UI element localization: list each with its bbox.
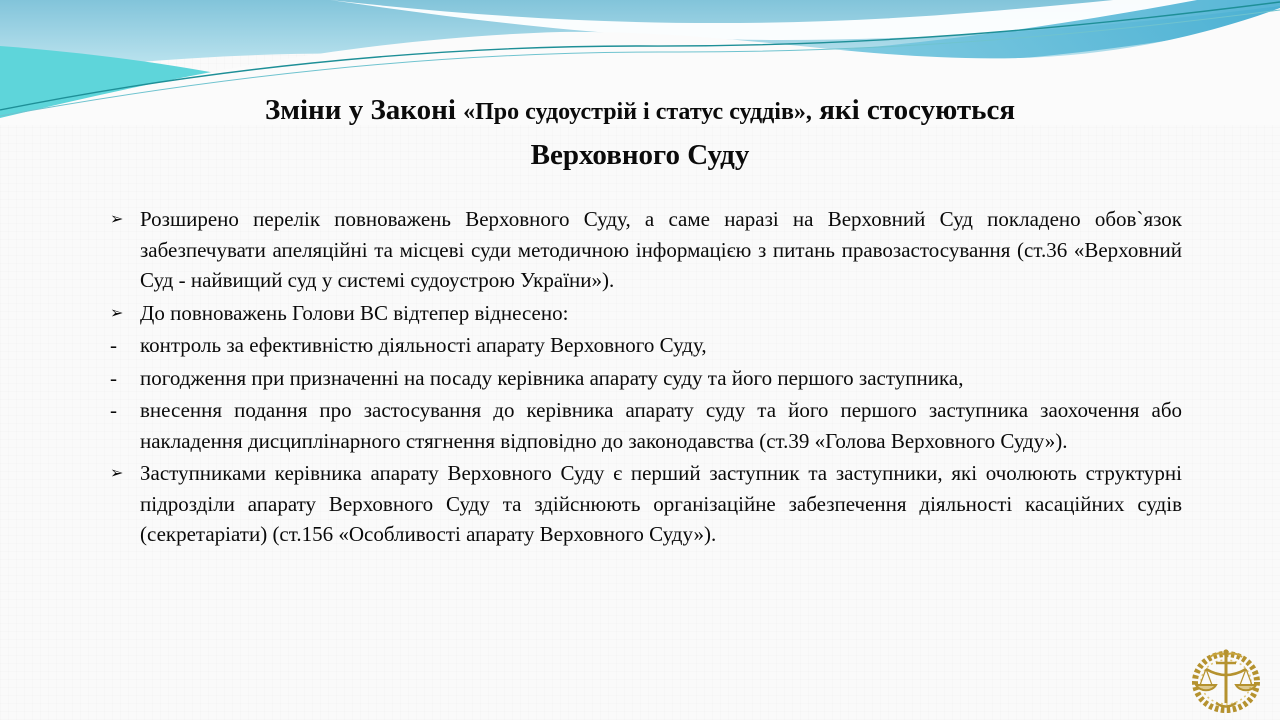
bullet-text: Розширено перелік повноважень Верховного Суду, а саме наразі на Верховний Суд покладено обов`язок забезпечувати апеляційні та місцеві суди методичною інформацією з питань правозастосування (ст.36 «Верховний Суд - найвищий суд у системі судоустрою України»). xyxy=(140,207,1182,292)
arrow-bullet-icon: ➢ xyxy=(110,302,124,322)
sub-list-item xyxy=(110,363,1182,394)
arrow-bullet-icon: ➢ xyxy=(110,209,124,228)
bullet-text: контроль за ефективністю діяльності апарату Верховного Суду, xyxy=(140,333,707,357)
scales-of-justice-icon xyxy=(1180,645,1272,715)
title-part-3: які стосуються xyxy=(811,94,1016,126)
dash-bullet-icon: - xyxy=(110,398,117,422)
bullet-text: внесення подання про застосування до керівника апарату суду та його першого заступника заохочення або накладення дисциплінарного стягнення відповідно до законодавства (ст.39 «Голова Верховного Суду»). xyxy=(140,398,1182,453)
supreme-court-emblem xyxy=(1180,645,1272,715)
title-part-2: «Про судоустрій і статус суддів», xyxy=(463,99,812,125)
title-line-2: Верховного Суду xyxy=(530,139,750,171)
bullet-list xyxy=(110,204,1182,552)
bullet-item xyxy=(110,298,1182,329)
arrow-bullet-icon: ➢ xyxy=(110,463,124,482)
dash-bullet-icon: - xyxy=(110,333,117,357)
sub-list-item xyxy=(110,330,1182,361)
title-part-1: Зміни у Законі xyxy=(264,94,464,126)
bullet-text: До повноважень Голови ВС відтепер віднесено: xyxy=(140,300,569,325)
sub-list-item xyxy=(110,395,1182,456)
bullet-item xyxy=(110,458,1182,550)
bullet-text: Заступниками керівника апарату Верховного Суду є перший заступник та заступники, які очолюють структурні підрозділи апарату Верховного Суду та здійснюють організаційне забезпечення діяльності касаційних судів (секретаріати) (ст.156 «Особливості апарату Верховного Суду»). xyxy=(140,461,1182,546)
bullet-text: погодження при призначенні на посаду керівника апарату суду та його першого заступника, xyxy=(140,365,964,390)
bullet-item xyxy=(110,204,1182,296)
dash-bullet-icon: - xyxy=(110,365,117,390)
slide-title xyxy=(60,90,1220,176)
title-line-1 xyxy=(60,90,1220,135)
